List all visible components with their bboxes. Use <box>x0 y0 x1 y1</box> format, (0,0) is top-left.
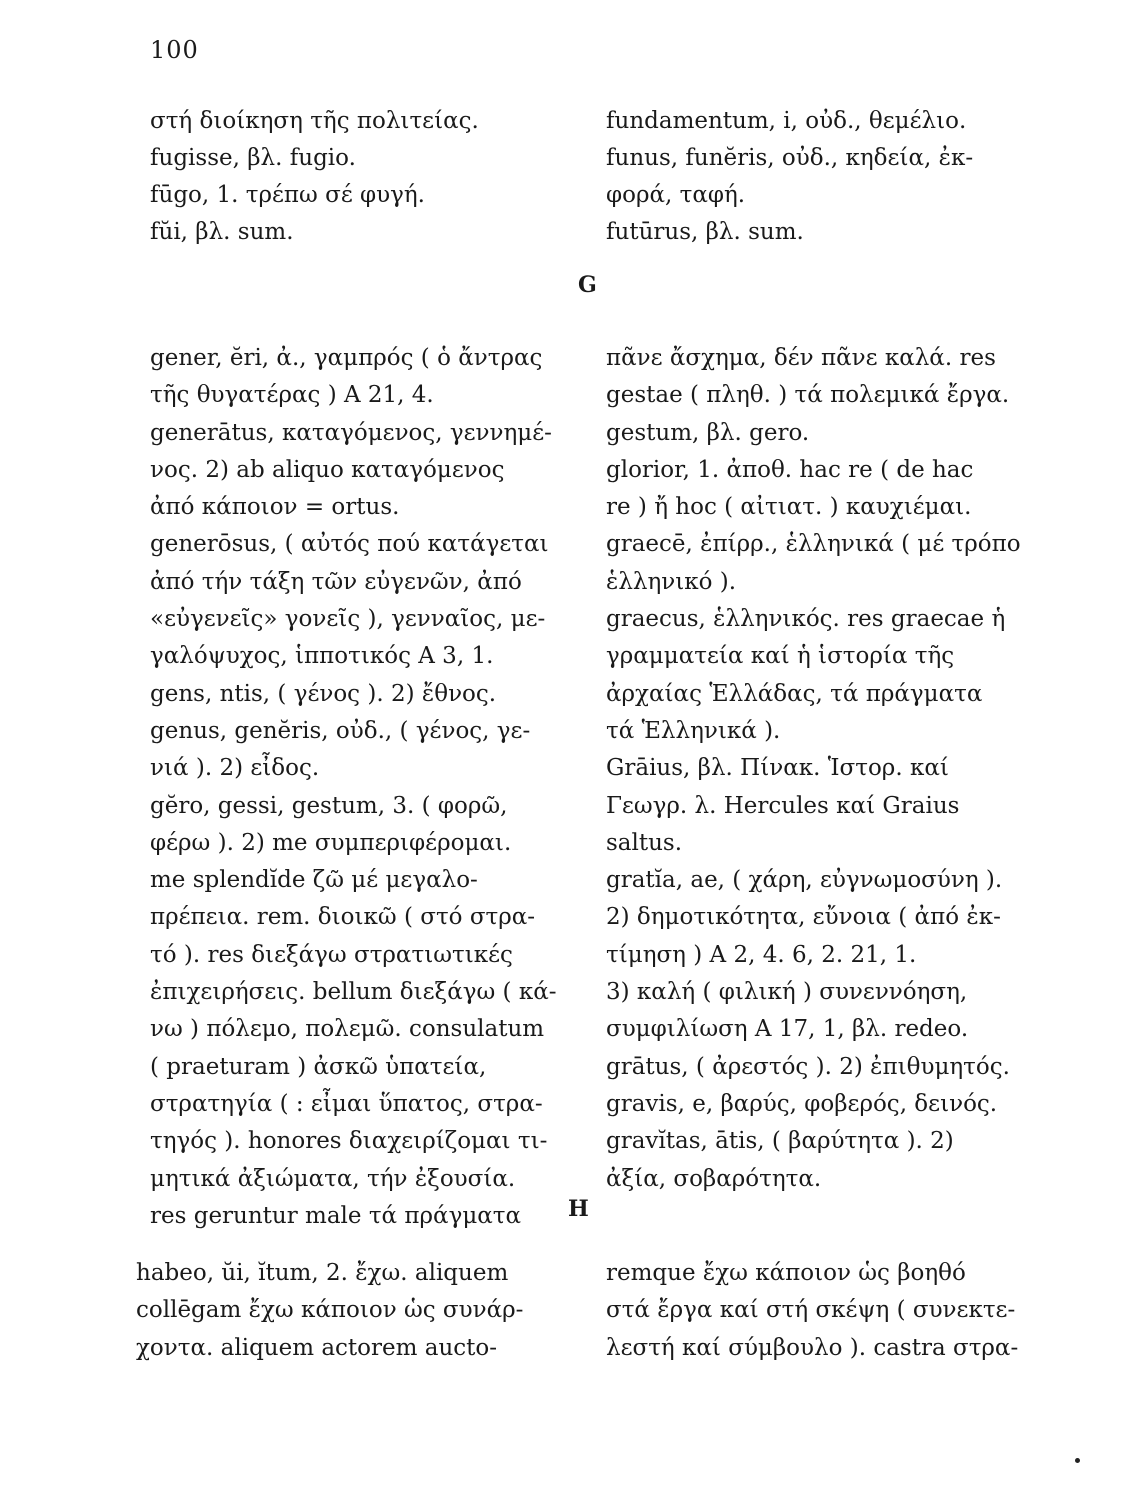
entry-line: ( praeturam ) ἀσκῶ ὑπατεία, <box>150 1053 487 1080</box>
entry-line: «εὐγενεῖς» γονεῖς ), γενναῖος, με- <box>150 606 546 633</box>
entry-line: funus, funĕris, οὐδ., κηδεία, ἐκ- <box>606 145 974 171</box>
entry-line: fŭi, βλ. sum. <box>150 219 294 245</box>
section-h-left-column <box>136 1255 576 1367</box>
entry-line: gener, ĕri, ἀ., γαμπρός ( ὁ ἄντρας <box>150 345 543 371</box>
entry-line: νιά ). 2) εἶδος. <box>150 755 320 782</box>
entry-line: grātus, ( ἀρεστός ). 2) ἐπιθυμητός. <box>606 1053 1010 1080</box>
entry-line: habeo, ŭi, ĭtum, 2. ἔχω. aliquem <box>136 1260 509 1286</box>
entry-line: graecus, ἑλληνικός. res graecae ἡ <box>606 606 1006 633</box>
letter-heading-h: H <box>568 1196 589 1222</box>
entry-line: γαλόψυχος, ἱπποτικός Α 3, 1. <box>150 643 494 670</box>
entry-line: 3) καλή ( φιλική ) συνεννόηση, <box>606 979 968 1006</box>
entry-line: gestum, βλ. gero. <box>606 419 810 446</box>
section-f-left-column <box>150 103 570 251</box>
entry-line: ἀπό κάποιον = ortus. <box>150 494 400 521</box>
entry-line: remque ἔχω κάποιον ὡς βοηθό <box>606 1260 966 1286</box>
entry-line: Grāius, βλ. Πίνακ. Ἱστορ. καί <box>606 755 949 782</box>
entry-line: ἀπό τήν τάξη τῶν εὐγενῶν, ἀπό <box>150 568 522 595</box>
entry-line: fugisse, βλ. fugio. <box>150 145 356 171</box>
entry-line: fundamentum, i, οὐδ., θεμέλιο. <box>606 108 967 134</box>
entry-line: χοντα. aliquem actorem aucto- <box>136 1334 498 1361</box>
entry-line: ἀξία, σοβαρότητα. <box>606 1165 822 1192</box>
entry-line: στά ἔργα καί στή σκέψη ( συνεκτε- <box>606 1297 1016 1324</box>
entry-line: gravĭtas, ātis, ( βαρύτητα ). 2) <box>606 1128 954 1155</box>
entry-line: gĕro, gessi, gestum, 3. ( φορῶ, <box>150 792 508 819</box>
section-f-right-column <box>606 103 1066 251</box>
entry-line: generōsus, ( αὐτός πού κατάγεται <box>150 531 549 558</box>
entry-line: res geruntur male τά πράγματα <box>150 1202 522 1229</box>
entry-line: gravis, e, βαρύς, φοβερός, δεινός. <box>606 1090 998 1117</box>
entry-line: συμφιλίωση Α 17, 1, βλ. redeo. <box>606 1016 969 1043</box>
entry-line: πρέπεια. rem. διοικῶ ( στό στρα- <box>150 904 536 931</box>
entry-line: fūgo, 1. τρέπω σέ φυγή. <box>150 182 425 208</box>
entry-line: γραμματεία καί ἡ ἱστορία τῆς <box>606 643 955 670</box>
section-g-right-column <box>606 340 1066 1198</box>
entry-line: πᾶνε ἄσχημα, δέν πᾶνε καλά. res <box>606 345 996 371</box>
entry-line: τά Ἑλληνικά ). <box>606 717 781 744</box>
entry-line: 2) δημοτικότητα, εὔνοια ( ἀπό ἐκ- <box>606 904 1001 931</box>
entry-line: τίμηση ) Α 2, 4. 6, 2. 21, 1. <box>606 941 917 968</box>
letter-heading-g: G <box>578 272 597 298</box>
entry-line: saltus. <box>606 829 683 856</box>
entry-line: λεστή καί σύμβουλο ). castra στρα- <box>606 1334 1019 1361</box>
entry-line: collēgam ἔχω κάποιον ὡς συνάρ- <box>136 1297 524 1324</box>
entry-line: genus, genĕris, οὐδ., ( γένος, γε- <box>150 717 531 744</box>
entry-line: generātus, καταγόμενος, γεννημέ- <box>150 419 552 446</box>
entry-line: glorior, 1. ἀποθ. hac re ( de hac <box>606 456 974 483</box>
entry-line: gratĭa, ae, ( χάρη, εὐγνωμοσύνη ). <box>606 867 1003 894</box>
entry-line: futūrus, βλ. sum. <box>606 219 804 245</box>
entry-line: μητικά ἀξιώματα, τήν ἐξουσία. <box>150 1165 516 1192</box>
entry-line: φορά, ταφή. <box>606 182 746 208</box>
entry-line: me splendĭde ζῶ μέ μεγαλο- <box>150 867 478 894</box>
entry-line: gens, ntis, ( γένος ). 2) ἔθνος. <box>150 680 497 707</box>
entry-line: στρατηγία ( : εἶμαι ὕπατος, στρα- <box>150 1090 543 1117</box>
section-h-right-column <box>606 1255 1066 1367</box>
entry-line: τηγός ). honores διαχειρίζομαι τι- <box>150 1128 548 1155</box>
entry-line: τό ). res διεξάγω στρατιωτικές <box>150 941 513 968</box>
entry-line: Γεωγρ. λ. Hercules καί Graius <box>606 792 960 819</box>
entry-line: νος. 2) ab aliquo καταγόμενος <box>150 456 505 483</box>
entry-line: ἐπιχειρήσεις. bellum διεξάγω ( κά- <box>150 979 557 1006</box>
entry-line: στή διοίκηση τῆς πολιτείας. <box>150 108 479 134</box>
entry-line: νω ) πόλεμο, πολεμῶ. consulatum <box>150 1016 545 1043</box>
page-number: 100 <box>150 36 199 64</box>
entry-line: τῆς θυγατέρας ) Α 21, 4. <box>150 382 434 409</box>
print-speck <box>1075 1458 1080 1463</box>
entry-line: ἀρχαίας Ἑλλάδας, τά πράγματα <box>606 680 983 707</box>
entry-line: gestae ( πληθ. ) τά πολεμικά ἔργα. <box>606 382 1010 409</box>
entry-line: re ) ἤ hoc ( αἰτιατ. ) καυχιέμαι. <box>606 494 972 521</box>
section-g-left-column <box>150 340 580 1235</box>
entry-line: ἑλληνικό ). <box>606 568 737 595</box>
entry-line: graecē, ἐπίρρ., ἑλληνικά ( μέ τρόπο <box>606 531 1021 558</box>
entry-line: φέρω ). 2) me συμπεριφέρομαι. <box>150 829 512 856</box>
